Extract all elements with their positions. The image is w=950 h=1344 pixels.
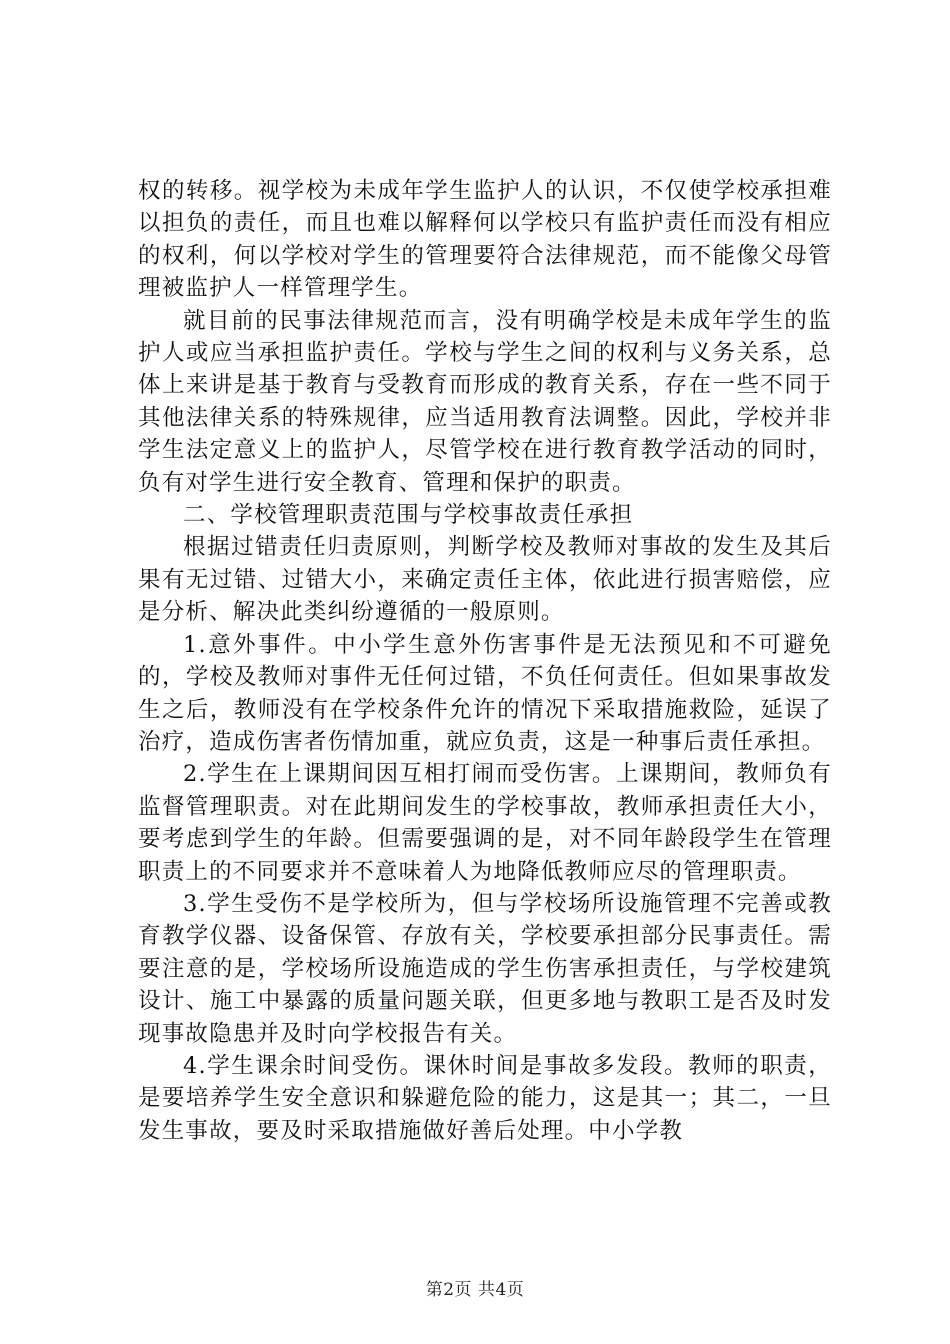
- paragraph-fault-principle: 根据过错责任归责原则，判断学校及教师对事故的发生及其后果有无过错、过错大小，来确定责任主体，依此进行损害赔偿，应是分析、解决此类纠纷遵循的一般原则。: [138, 534, 832, 626]
- document-body: [138, 175, 832, 1147]
- section-heading: 二、学校管理职责范围与学校事故责任承担: [183, 502, 634, 529]
- page-footer: 第2页 共4页: [425, 1280, 525, 1300]
- list-item-3: 3.学生受伤不是学校所为，但与学校场所设施管理不完善或教育教学仪器、设备保管、存放有关，学校要承担部分民事责任。需要注意的是，学校场所设施造成的学生伤害承担责任，与学校建筑设计、施工中暴露的质量问题关联，但更多地与教职工是否及时发现事故隐患并及时向学校报告有关。: [138, 890, 832, 1047]
- list-item-2: 2.学生在上课期间因互相打闹而受伤害。上课期间，教师负有监督管理职责。对在此期间发生的学校事故，教师承担责任大小，要考虑到学生的年龄。但需要强调的是，对不同年龄段学生在管理职责上的不同要求并不意味着人为地降低教师应尽的管理职责。: [138, 761, 832, 885]
- list-item-1: 1.意外事件。中小学生意外伤害事件是无法预见和不可避免的，学校及教师对事件无任何过错，不负任何责任。但如果事故发生之后，教师没有在学校条件允许的情况下采取措施救险，延误了治疗，造成伤害者伤情加重，就应负责，这是一种事后责任承担。: [138, 631, 832, 755]
- paragraph-continuation: 权的转移。视学校为未成年学生监护人的认识，不仅使学校承担难以担负的责任，而且也难以解释何以学校只有监护责任而没有相应的权利，何以学校对学生的管理要符合法律规范，而不能像父母管理被监护人一样管理学生。: [138, 178, 832, 302]
- paragraph-guardian-law: 就目前的民事法律规范而言，没有明确学校是未成年学生的监护人或应当承担监护责任。学校与学生之间的权利与义务关系，总体上来讲是基于教育与受教育而形成的教育关系，存在一些不同于其他法律关系的特殊规律，应当适用教育法调整。因此，学校并非学生法定意义上的监护人，尽管学校在进行教育教学活动的同时，负有对学生进行安全教育、管理和保护的职责。: [138, 307, 832, 496]
- list-item-4: 4.学生课余时间受伤。课休时间是事故多发段。教师的职责，是要培养学生安全意识和躲避危险的能力，这是其一；其二，一旦发生事故，要及时采取措施做好善后处理。中小学教: [138, 1052, 832, 1144]
